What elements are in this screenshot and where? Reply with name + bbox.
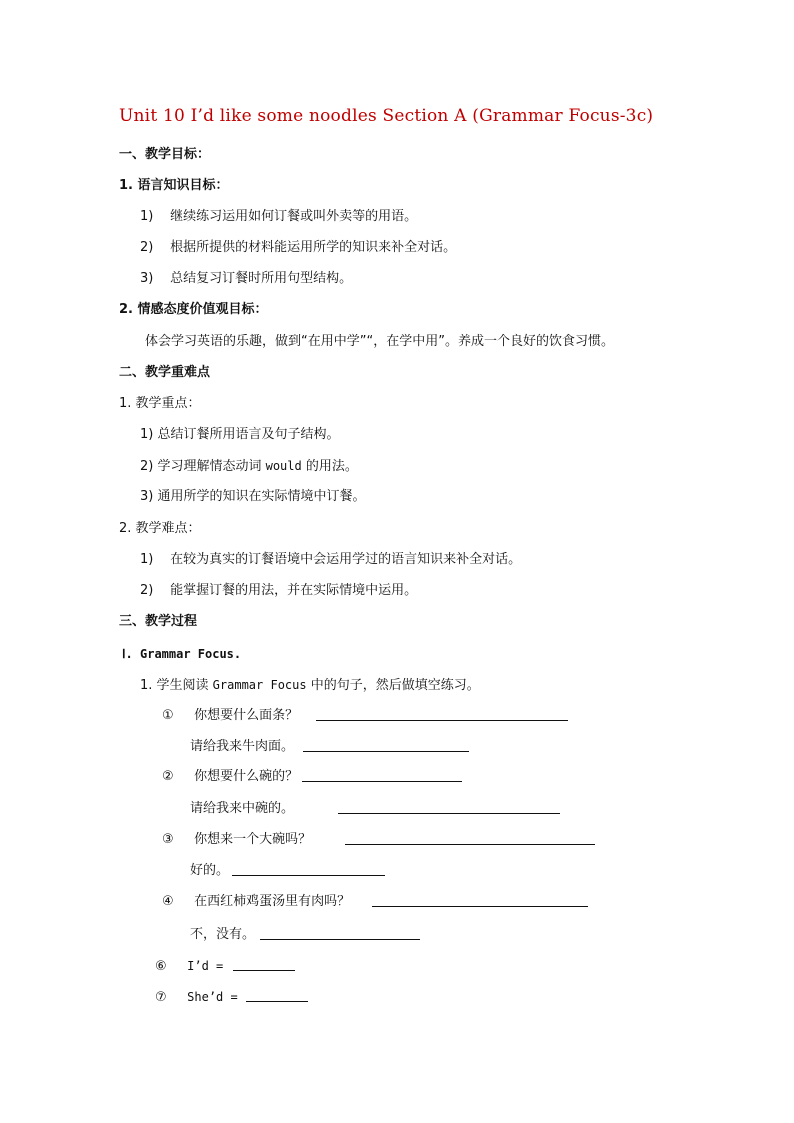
answer-blank[interactable] bbox=[260, 927, 420, 940]
item-marker: ① bbox=[162, 708, 174, 723]
keyword-would: would bbox=[265, 459, 302, 473]
item-number: 2) bbox=[140, 583, 154, 598]
item-text: 总结复习订餐时所用句型结构。 bbox=[170, 271, 353, 286]
list-item: 3) 通用所学的知识在实际情境中订餐。 bbox=[140, 489, 366, 504]
section-2-sub-2: 2. 教学难点： bbox=[119, 521, 201, 536]
item-text: 在较为真实的订餐语境中会运用学过的语言知识来补全对话。 bbox=[170, 552, 522, 567]
answer-blank[interactable] bbox=[233, 958, 295, 971]
item-number: 1) bbox=[140, 552, 154, 567]
section-3-heading: 三、教学过程 bbox=[119, 614, 198, 629]
section-1-sub-2: 2. 情感态度价值观目标： bbox=[119, 302, 268, 317]
step-text: 中的句子，然后做填空练习。 bbox=[306, 678, 480, 693]
question-text: 你想要什么碗的？ bbox=[194, 769, 299, 784]
answer-blank[interactable] bbox=[302, 769, 462, 782]
list-item bbox=[140, 551, 521, 569]
document-title: Unit 10 I’d like some noodles Section A (Grammar Focus-3c) bbox=[119, 106, 654, 126]
answer-prompt: 请给我来中碗的。 bbox=[190, 801, 295, 816]
item-text: 根据所提供的材料能运用所学的知识来补全对话。 bbox=[170, 240, 457, 255]
exercise-item bbox=[155, 957, 223, 976]
item-text: 继续练习运用如何订餐或叫外卖等的用语。 bbox=[170, 209, 418, 224]
list-item bbox=[140, 239, 456, 257]
section-1-heading: 一、教学目标： bbox=[119, 147, 211, 162]
list-item bbox=[140, 270, 352, 288]
question-text: 在西红柿鸡蛋汤里有肉吗？ bbox=[194, 894, 351, 909]
question-text: I’d = bbox=[187, 959, 224, 973]
exercise-item bbox=[162, 893, 350, 911]
question-text: 你想来一个大碗吗？ bbox=[194, 832, 312, 847]
question-text: 你想要什么面条？ bbox=[194, 708, 299, 723]
answer-blank[interactable] bbox=[316, 708, 568, 721]
item-text: 2) 学习理解情态动词 bbox=[140, 459, 266, 474]
answer-blank[interactable] bbox=[345, 832, 595, 845]
exercise-item bbox=[155, 988, 238, 1007]
part-heading: Ⅰ. Grammar Focus. bbox=[122, 647, 242, 661]
answer-blank[interactable] bbox=[303, 739, 469, 752]
item-marker: ⑦ bbox=[155, 990, 167, 1005]
list-item bbox=[140, 208, 417, 226]
item-marker: ④ bbox=[162, 894, 174, 909]
answer-prompt: 好的。 bbox=[190, 863, 230, 878]
exercise-item bbox=[162, 768, 298, 786]
step-instruction bbox=[140, 676, 480, 695]
list-item bbox=[140, 457, 358, 476]
item-marker: ③ bbox=[162, 832, 174, 847]
answer-blank[interactable] bbox=[372, 894, 588, 907]
step-text: 1. 学生阅读 bbox=[140, 678, 213, 693]
section-1-sub-1: 1. 语言知识目标： bbox=[119, 178, 229, 193]
item-number: 2) bbox=[140, 240, 154, 255]
answer-blank[interactable] bbox=[246, 989, 308, 1002]
exercise-item bbox=[162, 707, 298, 725]
list-item: 1) 总结订餐所用语言及句子结构。 bbox=[140, 427, 340, 442]
answer-blank[interactable] bbox=[232, 863, 385, 876]
paragraph: 体会学习英语的乐趣，做到“在用中学”“，在学中用”。养成一个良好的饮食习惯。 bbox=[145, 334, 614, 349]
answer-prompt: 不，没有。 bbox=[190, 927, 256, 942]
step-keyword: Grammar Focus bbox=[212, 678, 307, 692]
item-number: 3) bbox=[140, 271, 154, 286]
list-item bbox=[140, 582, 417, 600]
answer-prompt: 请给我来牛肉面。 bbox=[190, 739, 295, 754]
answer-blank[interactable] bbox=[338, 801, 560, 814]
section-2-sub-1: 1. 教学重点： bbox=[119, 396, 201, 411]
question-text: She’d = bbox=[187, 990, 238, 1004]
item-marker: ② bbox=[162, 769, 174, 784]
item-text: 能掌握订餐的用法，并在实际情境中运用。 bbox=[170, 583, 418, 598]
item-marker: ⑥ bbox=[155, 959, 167, 974]
item-text: 的用法。 bbox=[301, 459, 358, 474]
exercise-item bbox=[162, 831, 311, 849]
item-number: 1) bbox=[140, 209, 154, 224]
section-2-heading: 二、教学重难点 bbox=[119, 365, 211, 380]
